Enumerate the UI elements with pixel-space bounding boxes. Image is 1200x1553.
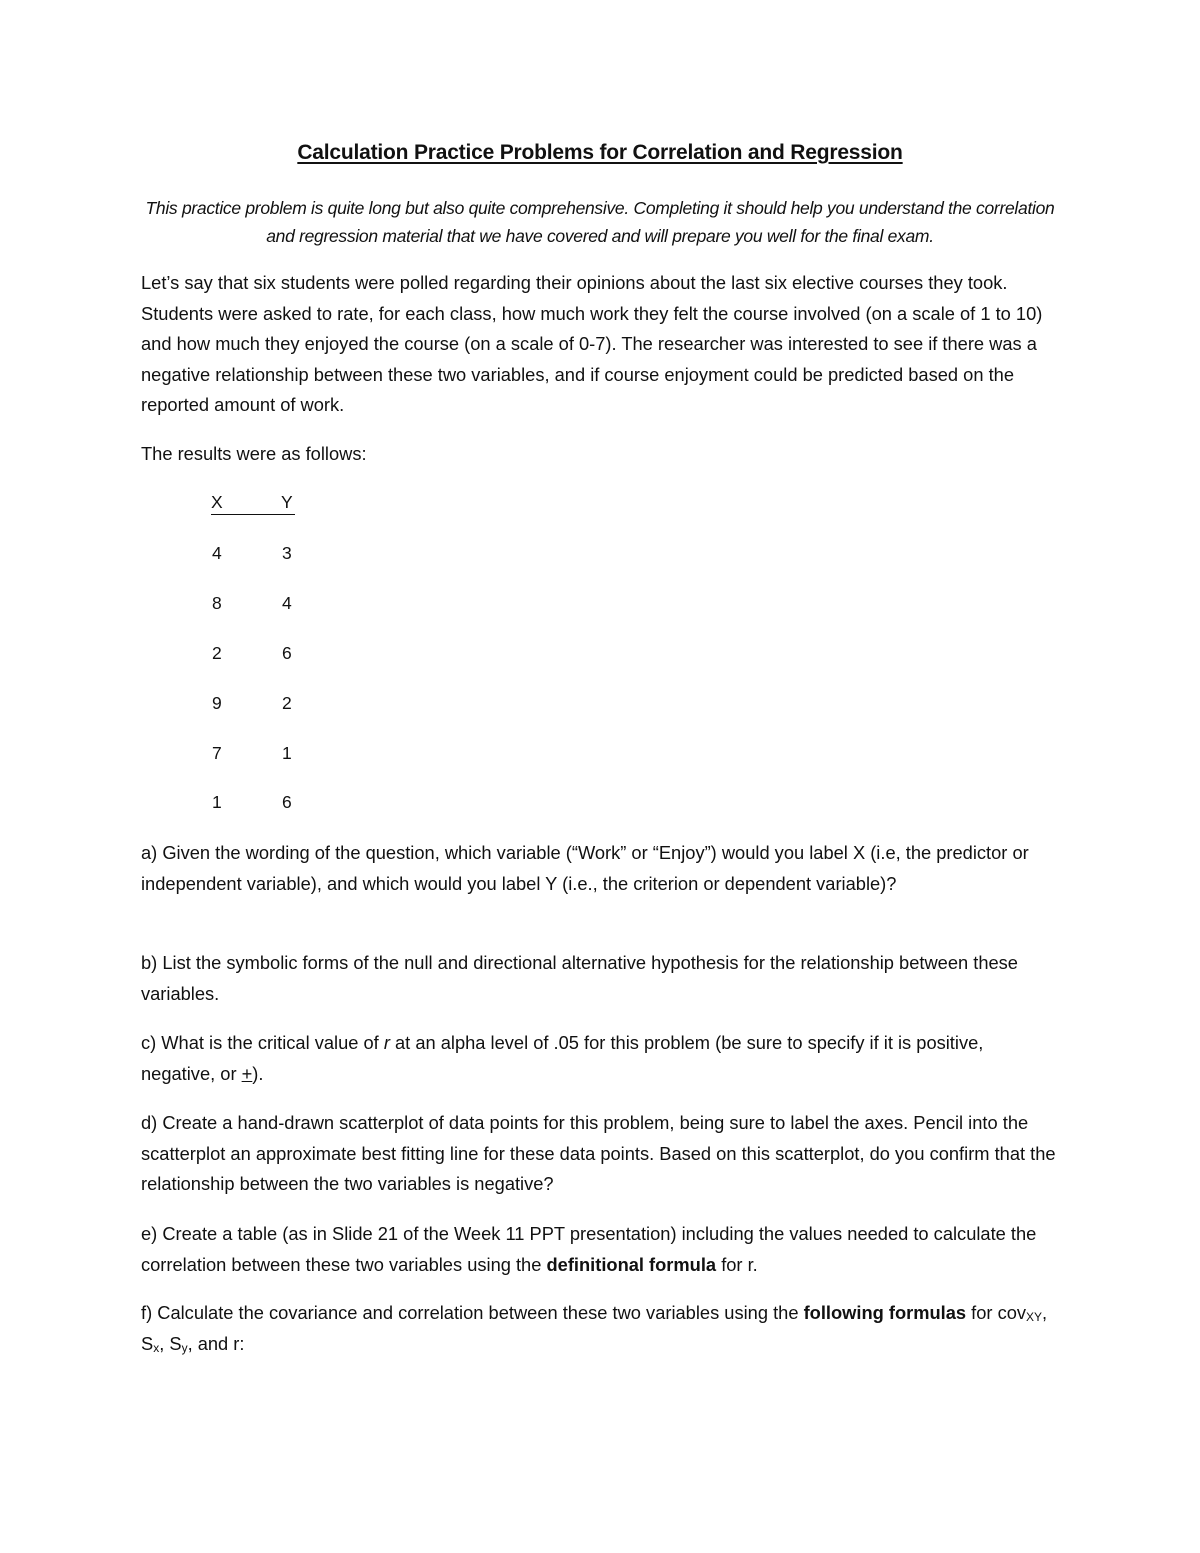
cell-y: 6 — [282, 792, 292, 812]
column-header-x: X — [211, 492, 223, 512]
question-c-text-2: at an alpha level of .05 for this problem (be sure to specify if it is positive, negative, or — [141, 1032, 984, 1084]
cell-y: 1 — [282, 743, 292, 763]
intro-paragraph: This practice problem is quite long but also quite comprehensive. Completing it should help you understand the correlation and regression material that we have covered and will prepare you well for the final exam. — [145, 198, 1055, 246]
cell-y: 6 — [282, 643, 292, 663]
cell-x: 4 — [212, 543, 222, 563]
question-e-text-2: for r. — [716, 1253, 758, 1275]
question-f — [141, 1298, 1061, 1359]
question-c — [141, 1028, 1061, 1089]
subscript-y: y — [181, 1340, 188, 1355]
cell-x: 8 — [212, 593, 222, 613]
question-f-text-3: , S — [141, 1302, 1048, 1354]
table-row — [211, 643, 301, 667]
cell-x: 9 — [212, 693, 222, 713]
scenario-paragraph: Let’s say that six students were polled regarding their opinions about the last six elective courses they took. Students were asked to rate, for each class, how much work they felt the course involved (on a scale of 1 to 10) and how much they enjoyed the course (on a scale of 0-7). The researcher was interested to see if there was a negative relationship between these two variables, and if course enjoyment could be predicted based on the reported amount of work. — [141, 272, 1043, 415]
table-row — [211, 543, 301, 567]
cell-y: 3 — [282, 543, 292, 563]
question-b: b) List the symbolic forms of the null and directional alternative hypothesis for the relationship between these variables. — [141, 952, 1018, 1004]
table-row — [211, 593, 301, 617]
question-a: a) Given the wording of the question, which variable (“Work” or “Enjoy”) would you label X (i.e, the predictor or independent variable), and which would you label Y (i.e., the criterion or dependent variable)? — [141, 842, 1029, 894]
cell-y: 4 — [282, 593, 292, 613]
results-intro: The results were as follows: — [141, 443, 367, 464]
subscript-xy: XY — [1026, 1310, 1043, 1324]
question-c-text-3: ). — [252, 1062, 264, 1084]
table-header — [211, 490, 295, 515]
question-f-text-4: , S — [159, 1332, 182, 1354]
question-f-text-1: f) Calculate the covariance and correlation between these two variables using the — [141, 1302, 804, 1323]
cell-y: 2 — [282, 693, 292, 713]
table-row — [211, 792, 301, 816]
cell-x: 7 — [212, 743, 222, 763]
question-d: d) Create a hand-drawn scatterplot of data points for this problem, being sure to label the axes. Pencil into the scatterplot an approximate best fitting line for these data points. Based on this scatterplot, do you confirm that the relationship between the two variables is negative? — [141, 1112, 1056, 1194]
cell-x: 1 — [212, 792, 222, 812]
subscript-x: x — [153, 1340, 160, 1355]
question-c-text-1: c) What is the critical value of — [141, 1032, 384, 1053]
cell-x: 2 — [212, 643, 222, 663]
question-e — [141, 1219, 1061, 1280]
table-row — [211, 743, 301, 767]
question-f-text-2: for cov — [966, 1302, 1027, 1323]
table-row — [211, 693, 301, 717]
question-f-bold: following formulas — [803, 1302, 967, 1323]
column-header-y: Y — [281, 492, 293, 512]
question-e-bold: definitional formula — [546, 1253, 717, 1275]
question-e-text-1: e) Create a table (as in Slide 21 of the Week 11 PPT presentation) including the values needed to calculate the correlation between these two variables using the — [141, 1223, 1037, 1275]
question-f-text-5: , and r: — [187, 1332, 245, 1354]
question-c-r-symbol: r — [383, 1032, 390, 1053]
plus-minus-symbol: + — [241, 1062, 253, 1084]
page-title: Calculation Practice Problems for Correlation and Regression — [297, 141, 903, 164]
